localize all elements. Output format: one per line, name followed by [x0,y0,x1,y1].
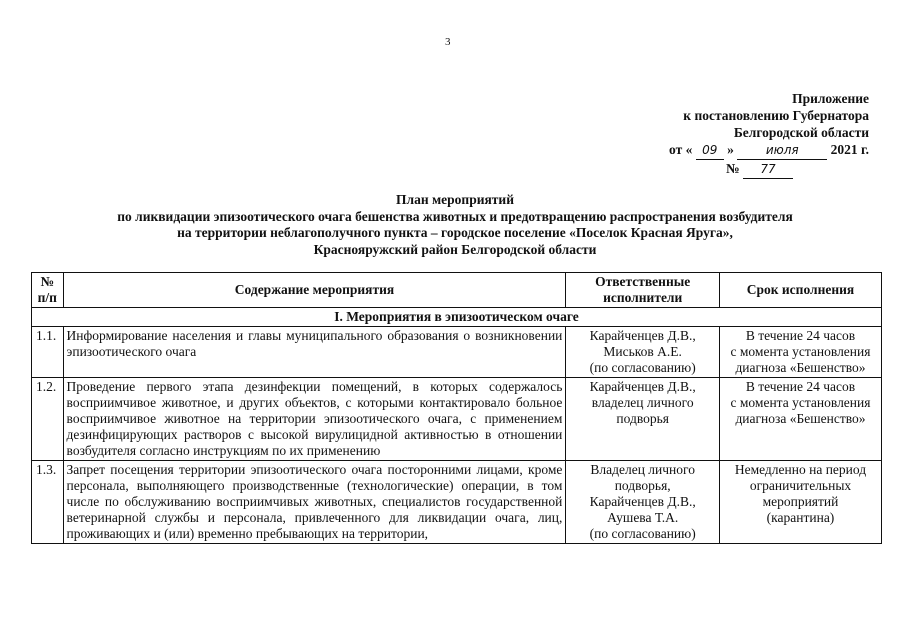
row-num: 1.1. [32,327,64,378]
responsible-line: подворья, [614,478,671,493]
date-prefix: от « [669,142,693,157]
row-content: Проведение первого этапа дезинфекции помещений, в которых содержалось восприимчивое животное, и других объектов, с которыми контактировало больное восприимчивое животное на территории эпизоотического очага, с применением дезинфицирующих растворов с высокой вирулицидной активностью в отношении возбудителя согласно инструкциям по их применению [63,378,566,461]
title-line-4: Краснояружский район Белгородской области [313,241,597,257]
table-row [32,461,882,544]
row-term [719,378,881,461]
section-row [32,308,882,327]
term-line: Немедленно на период [734,462,867,477]
table-row [32,327,882,378]
responsible-line: (по согласованию) [589,360,696,375]
title-line-2: по ликвидации эпизоотического очага бешенства животных и предотвращению распространения возбудителя [117,208,793,224]
responsible-line: Карайченцев Д.В., [589,494,696,509]
row-responsible [566,461,720,544]
measures-table [31,272,882,544]
title-line-3: на территории неблагополучного пункта – городское поселение «Поселок Красная Яруга», [177,225,733,240]
table-header-row [32,273,882,308]
term-line: (карантина) [766,510,835,525]
row-term [719,461,881,544]
row-responsible [566,378,720,461]
responsible-line: Карайченцев Д.В., [589,328,696,343]
header-num [32,273,64,308]
term-line: мероприятий [762,494,839,509]
appendix-line-2: к постановлению Губернатора [683,108,869,123]
responsible-line: владелец личного [591,395,694,410]
header-responsible-line: исполнители [603,290,683,305]
number-prefix: № [726,161,740,176]
term-line: с момента установления [730,395,871,410]
appendix-header [609,90,869,179]
responsible-line: Карайченцев Д.В., [589,379,696,394]
header-content: Содержание мероприятия [63,273,566,308]
number-value: 77 [743,161,793,179]
header-num-line: № [40,274,55,289]
appendix-line-1: Приложение [792,91,869,106]
row-responsible [566,327,720,378]
row-num: 1.3. [32,461,64,544]
row-term [719,327,881,378]
term-line: В течение 24 часов [745,379,856,394]
section-title: I. Мероприятия в эпизоотическом очаге [32,308,882,327]
appendix-date [609,141,869,160]
header-num-line: п/п [37,290,57,305]
date-mid: » [727,142,734,157]
term-line: В течение 24 часов [745,328,856,343]
header-term: Срок исполнения [719,273,881,308]
responsible-line: Владелец личного [590,462,695,477]
term-line: диагноза «Бешенство» [735,411,866,426]
responsible-line: (по согласованию) [589,526,696,541]
title-line-1: План мероприятий [396,192,514,207]
row-content: Информирование населения и главы муниципального образования о возникновении эпизоотического очага [63,327,566,378]
responsible-line: Аушева Т.А. [607,510,679,525]
header-responsible [566,273,720,308]
row-content: Запрет посещения территории эпизоотического очага посторонними лицами, кроме персонала, выполняющего производственные (технологические) операции, в том числе по обслуживанию восприимчивых животных, специалистов государственной ветеринарной службы и персонала, привлеченного для ликвидации очага, лиц, проживающих и (или) временно пребывающих на территории, [63,461,566,544]
term-line: ограничительных [749,478,852,493]
date-day: 09 [696,142,724,160]
appendix-line-3: Белгородской области [733,125,869,140]
responsible-line: Миськов А.Е. [603,344,682,359]
page-number: 3 [445,36,451,48]
header-responsible-line: Ответственные [595,274,691,289]
document-title [40,192,870,258]
date-month: июля [737,142,827,160]
table-row [32,378,882,461]
row-num: 1.2. [32,378,64,461]
date-suffix: 2021 г. [830,142,869,157]
term-line: диагноза «Бешенство» [735,360,866,375]
appendix-number [609,160,869,179]
term-line: с момента установления [730,344,871,359]
responsible-line: подворья [616,411,669,426]
